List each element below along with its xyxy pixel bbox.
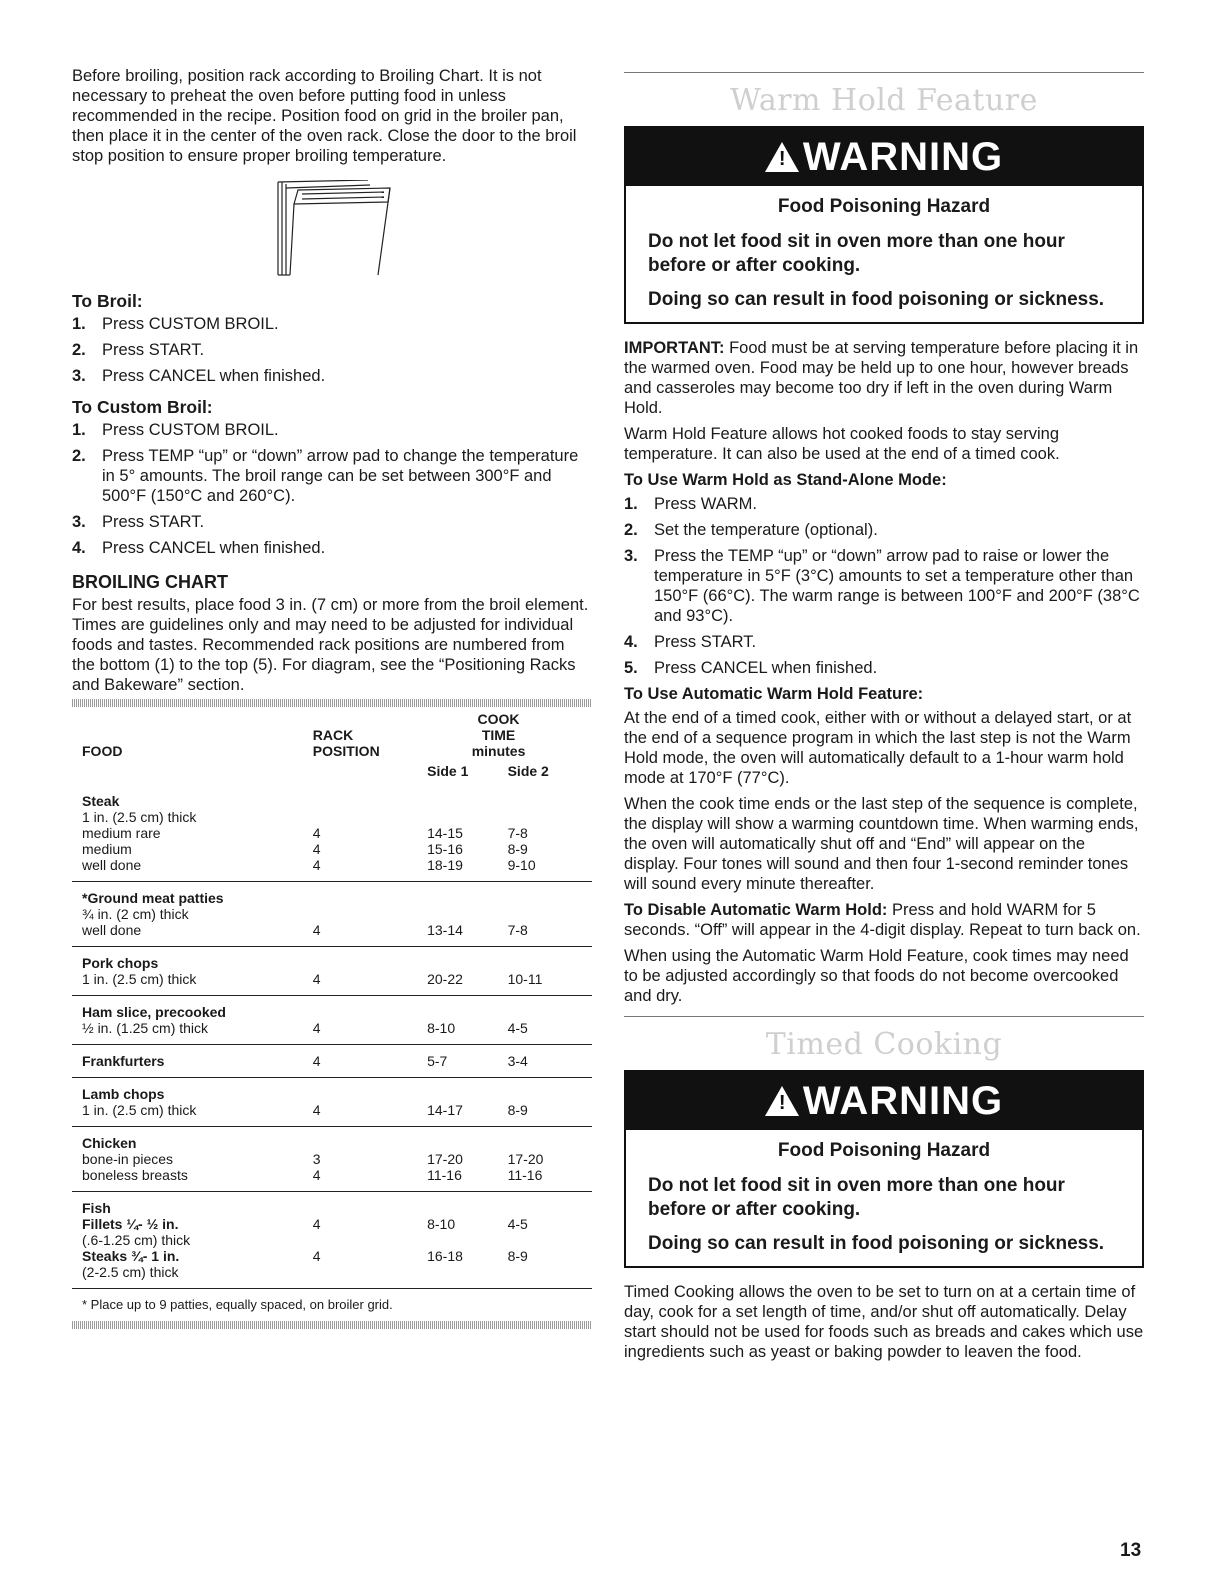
rack-cell <box>313 1078 427 1103</box>
important-note: IMPORTANT: Food must be at serving temperature before placing it in the warmed oven. Food may be held up to one hour, however breads and casseroles may become too dry if left in the oven during Warm Hold. <box>624 339 1139 417</box>
side1-cell: 17-20 <box>427 1151 463 1167</box>
rack-cell: 3 <box>312 1151 321 1167</box>
food-cell: *Ground meat patties <box>82 890 224 906</box>
side1-cell: 18-19 <box>427 857 507 882</box>
timed-cooking-title: Timed Cooking <box>765 1027 1003 1062</box>
table-row <box>72 1167 592 1192</box>
list-item: 2. Press START. <box>72 341 205 359</box>
side2-cell: 4-5 <box>508 1020 592 1045</box>
table-row <box>72 1232 592 1248</box>
section-divider <box>624 72 1144 73</box>
broiling-chart-description: For best results, place food 3 in. (7 cm) or more from the broil element. Times are guidelines only and may need to be adjusted for individual foods and tastes. Recommended rack positions are numbered from the bottom (1) to the top (5). For diagram, see the “Positioning Racks and Bakeware” section. <box>72 596 589 694</box>
side2-cell <box>508 785 592 809</box>
cook-time-header-1: COOK <box>477 711 520 727</box>
to-broil-steps <box>72 314 592 386</box>
rack-cell <box>313 1264 427 1289</box>
food-cell: Pork chops <box>82 955 159 971</box>
table-row <box>72 1045 592 1078</box>
warning-text-2: Doing so can result in food poisoning or sickness. <box>648 1233 1105 1254</box>
broiling-chart-heading: BROILING CHART <box>72 572 228 592</box>
warning-triangle-icon <box>765 1086 799 1116</box>
table-row <box>72 1248 592 1264</box>
list-item: 1. Press WARM. <box>624 495 757 513</box>
side2-cell <box>508 1127 592 1152</box>
food-cell: Fish <box>82 1200 111 1216</box>
side2-cell <box>508 882 592 907</box>
rack-cell <box>313 1127 427 1152</box>
side2-cell: 7-8 <box>507 825 528 841</box>
side2-cell: 7-8 <box>508 922 592 947</box>
side1-cell: 14-15 <box>427 825 463 841</box>
list-item: 1. Press CUSTOM BROIL. <box>72 315 279 333</box>
section-divider <box>624 1016 1144 1017</box>
side1-cell: 11-16 <box>427 1167 507 1192</box>
table-row <box>72 971 592 996</box>
side2-cell <box>508 1192 592 1217</box>
list-item: 4. Press START. <box>624 633 757 651</box>
list-item: 1. Press CUSTOM BROIL. <box>72 421 279 439</box>
rack-cell: 4 <box>313 922 427 947</box>
food-header: FOOD <box>82 743 123 759</box>
side2-cell <box>508 947 592 972</box>
cook-time-header-2: TIME <box>481 727 516 743</box>
disable-warm-hold: To Disable Automatic Warm Hold: Press and hold WARM for 5 seconds. “Off” will appear in the 4-digit display. Repeat to turn back on. <box>624 901 1141 939</box>
side2-cell: 17-20 <box>507 1151 544 1167</box>
table-row <box>72 947 592 972</box>
table-row <box>72 1192 592 1217</box>
side2-cell <box>508 1264 592 1289</box>
table-footnote: * Place up to 9 patties, equally spaced, on broiler grid. <box>82 1297 393 1312</box>
food-cell: boneless breasts <box>72 1167 313 1192</box>
table-row <box>72 841 592 857</box>
warm-hold-steps <box>624 494 1144 678</box>
side1-cell: 13-14 <box>427 922 507 947</box>
food-cell: Lamb chops <box>82 1086 165 1102</box>
side1-cell <box>427 1264 507 1289</box>
list-item: 4. Press CANCEL when finished. <box>72 539 326 557</box>
warning-text-1: Do not let food sit in oven more than one hour before or after cooking. <box>648 1175 1065 1220</box>
warning-banner: !WARNING <box>626 128 1142 186</box>
list-item: 5. Press CANCEL when finished. <box>624 659 878 677</box>
table-header-rule-placeholder <box>72 1321 592 1329</box>
list-item: 3. Press CANCEL when finished. <box>72 367 326 385</box>
list-item: 3. Press START. <box>72 513 205 531</box>
list-item: 2. Press TEMP “up” or “down” arrow pad to change the temperature in 5° amounts. The broil range can be set between 300°F and 500°F (150°C and 260°C). <box>72 447 579 505</box>
timed-cooking-warning-box <box>624 1070 1144 1268</box>
table-row <box>72 882 592 907</box>
auto-warm-hold-p3: When using the Automatic Warm Hold Feature, cook times may need to be adjusted accordingly so that foods do not become overcooked and dry. <box>624 947 1129 1005</box>
table-row <box>72 1216 592 1232</box>
side1-cell <box>427 882 507 907</box>
food-cell: bone-in pieces <box>82 1151 174 1167</box>
to-broil-heading: To Broil: <box>72 291 143 311</box>
rack-cell: 4 <box>312 1216 321 1232</box>
side2-cell: 11-16 <box>508 1167 592 1192</box>
rack-cell: 4 <box>312 1248 321 1264</box>
table-body <box>72 785 592 1321</box>
side2-cell: 4-5 <box>507 1216 528 1232</box>
rack-cell <box>313 1232 427 1248</box>
food-cell: Frankfurters <box>72 1045 313 1078</box>
side1-cell: 15-16 <box>427 841 463 857</box>
side2-cell: 10-11 <box>508 971 592 996</box>
food-cell: 1 in. (2.5 cm) thick <box>82 809 197 825</box>
table-footnote-row <box>72 1289 592 1322</box>
rack-cell: 4 <box>313 971 427 996</box>
side1-cell <box>427 785 507 809</box>
food-cell: ½ in. (1.25 cm) thick <box>72 1020 313 1045</box>
food-cell: 1 in. (2.5 cm) thick <box>72 1102 313 1127</box>
side2-header: Side 2 <box>507 763 549 779</box>
table-row <box>72 1151 592 1167</box>
auto-warm-hold-heading: To Use Automatic Warm Hold Feature: <box>624 685 924 703</box>
table-row <box>72 996 592 1021</box>
side1-cell <box>427 996 507 1021</box>
warm-hold-title: Warm Hold Feature <box>730 83 1038 118</box>
rack-cell <box>313 947 427 972</box>
standalone-heading: To Use Warm Hold as Stand-Alone Mode: <box>624 471 947 489</box>
table-row <box>72 825 592 841</box>
page-number: 13 <box>1120 1540 1142 1561</box>
rack-header-1: RACK <box>312 727 354 743</box>
table-row <box>72 1127 592 1152</box>
warm-hold-warning-box <box>624 126 1144 324</box>
food-cell: Steaks ¾- 1 in. <box>82 1248 180 1264</box>
rack-cell <box>313 996 427 1021</box>
rack-cell: 4 <box>312 841 321 857</box>
side2-cell: 8-9 <box>507 841 528 857</box>
side1-cell: 8-10 <box>427 1020 507 1045</box>
broiling-intro: Before broiling, position rack according to Broiling Chart. It is not necessary to preheat the oven before putting food in unless recommended in the recipe. Position food on grid in the broiler pan, then place it in the center of the oven rack. Close the door to the broil stop position to ensure proper broiling temperature. <box>72 67 577 165</box>
side1-cell <box>427 809 507 825</box>
table-row <box>72 1264 592 1289</box>
oven-door-illustration <box>258 180 428 280</box>
list-item: 2. Set the temperature (optional). <box>624 521 878 539</box>
side1-cell <box>427 1232 507 1248</box>
side1-cell <box>427 947 507 972</box>
side2-cell: 9-10 <box>508 857 592 882</box>
hazard-title: Food Poisoning Hazard <box>777 196 991 217</box>
table-row <box>72 1078 592 1103</box>
side2-cell <box>508 996 592 1021</box>
rack-cell: 4 <box>313 1045 427 1078</box>
food-cell: Steak <box>82 793 120 809</box>
table-row <box>72 809 592 825</box>
warning-banner: !WARNING <box>626 1072 1142 1130</box>
rack-cell: 4 <box>313 1102 427 1127</box>
side2-cell: 8-9 <box>508 1102 592 1127</box>
side1-cell <box>427 1078 507 1103</box>
table-top-rule <box>72 699 592 707</box>
food-cell: Fillets ¼- ½ in. <box>82 1216 179 1232</box>
table-header <box>72 711 592 785</box>
food-cell: Ham slice, precooked <box>82 1004 226 1020</box>
rack-cell: 4 <box>313 857 427 882</box>
rack-cell <box>313 882 427 907</box>
broiling-chart-table <box>72 711 592 1321</box>
warning-text-1: Do not let food sit in oven more than one hour before or after cooking. <box>648 231 1065 276</box>
side2-cell <box>508 809 592 825</box>
to-custom-broil-heading: To Custom Broil: <box>72 397 213 417</box>
food-cell: well done <box>72 857 313 882</box>
rack-cell: 4 <box>313 1020 427 1045</box>
food-cell: ¾ in. (2 cm) thick <box>82 906 189 922</box>
cook-time-header-3: minutes <box>471 743 526 759</box>
food-cell: medium rare <box>82 825 161 841</box>
food-cell: well done <box>72 922 313 947</box>
rack-cell <box>313 785 427 809</box>
warm-hold-description: Warm Hold Feature allows hot cooked foods to stay serving temperature. It can also be used at the end of a timed cook. <box>624 425 1060 463</box>
side1-cell: 20-22 <box>427 971 507 996</box>
side1-cell: 14-17 <box>427 1102 507 1127</box>
rack-cell <box>313 906 427 922</box>
side2-cell <box>508 1232 592 1248</box>
side2-cell <box>508 906 592 922</box>
left-column <box>72 66 592 1333</box>
food-cell: medium <box>82 841 132 857</box>
side1-cell: 8-10 <box>427 1216 456 1232</box>
hazard-title: Food Poisoning Hazard <box>777 1140 991 1161</box>
table-row <box>72 1020 592 1045</box>
warning-triangle-icon <box>765 142 799 172</box>
food-cell: 1 in. (2.5 cm) thick <box>72 971 313 996</box>
rack-cell: 4 <box>313 1167 427 1192</box>
side2-cell: 3-4 <box>508 1045 592 1078</box>
side1-cell <box>427 1127 507 1152</box>
side1-cell: 16-18 <box>427 1248 463 1264</box>
table-row <box>72 785 592 809</box>
timed-cooking-description: Timed Cooking allows the oven to be set to turn on at a certain time of day, cook for a set length of time, and/or shut off automatically. Delay start should not be used for foods such as breads and cakes which use ingredients such as yeast or baking powder to leaven the food. <box>624 1283 1144 1361</box>
table-row <box>72 922 592 947</box>
food-cell: (2-2.5 cm) thick <box>72 1264 313 1289</box>
table-row <box>72 906 592 922</box>
side2-cell <box>508 1078 592 1103</box>
rack-header-2: POSITION <box>312 743 380 759</box>
rack-cell <box>313 809 427 825</box>
list-item: 3. Press the TEMP “up” or “down” arrow pad to raise or lower the temperature in 5°F (3°C) amounts to set a temperature other than 150°F (66°C). The warm range is between 100°F and 200°F (38°C and 93°C). <box>624 547 1140 625</box>
auto-warm-hold-p2: When the cook time ends or the last step of the sequence is complete, the display will show a warming countdown time. When warming ends, the oven will automatically shut off and “End” will appear on the display. Four tones will sound and then four 1-second reminder tones will sound every minute thereafter. <box>624 795 1139 893</box>
side1-cell <box>427 906 507 922</box>
food-cell: Chicken <box>82 1135 137 1151</box>
side1-cell <box>427 1192 507 1217</box>
rack-cell <box>313 1192 427 1217</box>
right-column <box>624 66 1144 1368</box>
side2-cell: 8-9 <box>507 1248 528 1264</box>
auto-warm-hold-p1: At the end of a timed cook, either with or without a delayed start, or at the end of a sequence program in which the last step is not the Warm Hold mode, the oven will automatically default to a 1-hour warm hold mode at 170°F (77°C). <box>624 709 1132 787</box>
warning-text-2: Doing so can result in food poisoning or sickness. <box>648 289 1105 310</box>
to-custom-broil-steps <box>72 420 592 558</box>
table-row <box>72 857 592 882</box>
food-cell: (.6-1.25 cm) thick <box>82 1232 191 1248</box>
rack-cell: 4 <box>312 825 321 841</box>
side1-header: Side 1 <box>427 763 469 779</box>
side1-cell: 5-7 <box>427 1045 507 1078</box>
table-row <box>72 1102 592 1127</box>
